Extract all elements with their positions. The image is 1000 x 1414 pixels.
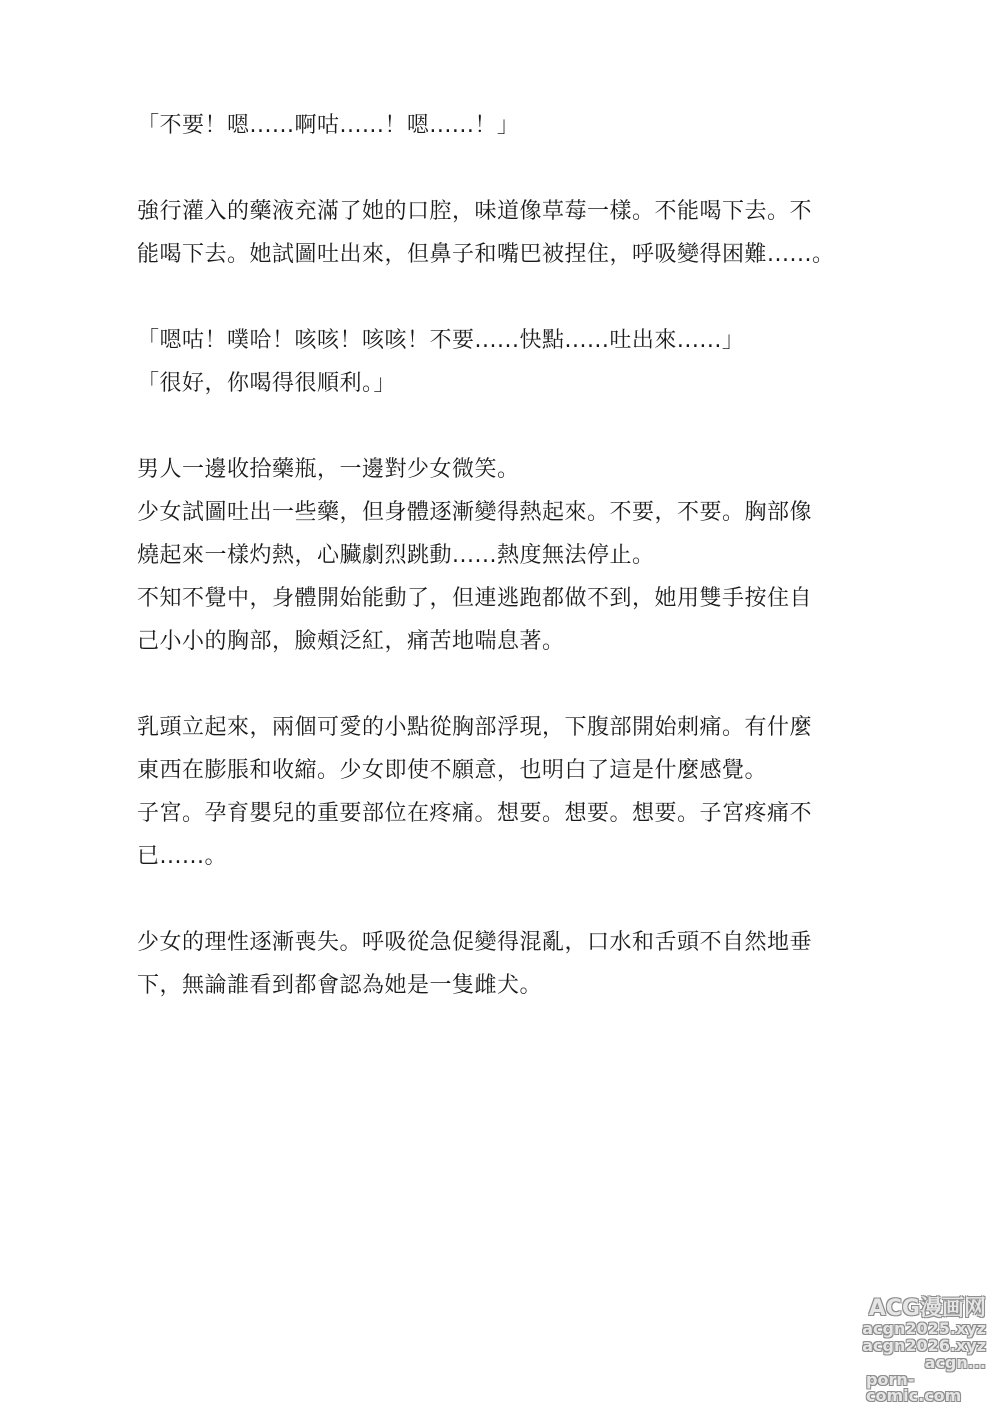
text-line: 能喝下去。她試圖吐出來，但鼻子和嘴巴被捏住，呼吸變得困難......。 xyxy=(137,242,835,267)
text-line: 「不要！嗯......啊咕......！嗯......！」 xyxy=(137,113,520,138)
site-watermark xyxy=(862,1296,986,1405)
text-line: 少女試圖吐出一些藥，但身體逐漸變得熱起來。不要，不要。胸部像 xyxy=(137,500,813,525)
paragraph xyxy=(137,921,867,1007)
watermark-url: acgn2026.xyz xyxy=(862,1336,986,1355)
watermark-url: porn-comic.com xyxy=(866,1370,962,1405)
text-line: 不知不覺中，身體開始能動了，但連逃跑都做不到，她用雙手按住自 xyxy=(137,586,813,611)
text-line: 「很好，你喝得很順利。」 xyxy=(137,371,397,396)
paragraph xyxy=(137,319,867,405)
text-line: 男人一邊收拾藥瓶，一邊對少女微笑。 xyxy=(137,457,520,482)
watermark-url: acgn2025.xyz xyxy=(862,1319,986,1338)
story-text xyxy=(137,104,867,1050)
text-line: 已......。 xyxy=(137,844,227,869)
text-line: 子宮。孕育嬰兒的重要部位在疼痛。想要。想要。想要。子宮疼痛不 xyxy=(137,801,813,826)
text-line: 強行灌入的藥液充滿了她的口腔，味道像草莓一樣。不能喝下去。不 xyxy=(137,199,813,224)
text-line: 下，無論誰看到都會認為她是一隻雌犬。 xyxy=(137,973,543,998)
text-line: 己小小的胸部，臉頰泛紅，痛苦地喘息著。 xyxy=(137,629,565,654)
paragraph xyxy=(137,706,867,878)
text-line: 少女的理性逐漸喪失。呼吸從急促變得混亂，口水和舌頭不自然地垂 xyxy=(137,930,813,955)
text-line: 「嗯咕！噗哈！咳咳！咳咳！不要......快點......吐出來......」 xyxy=(137,328,745,353)
paragraph xyxy=(137,104,867,147)
watermark-url: acgn... xyxy=(924,1353,986,1372)
text-line: 燒起來一樣灼熱，心臟劇烈跳動......熱度無法停止。 xyxy=(137,543,655,568)
paragraph xyxy=(137,448,867,663)
paragraph xyxy=(137,190,867,276)
watermark-logo: ACG漫画网 xyxy=(868,1296,986,1321)
text-line: 東西在膨脹和收縮。少女即使不願意，也明白了這是什麼感覺。 xyxy=(137,758,768,783)
text-line: 乳頭立起來，兩個可愛的小點從胸部浮現，下腹部開始刺痛。有什麼 xyxy=(137,715,813,740)
